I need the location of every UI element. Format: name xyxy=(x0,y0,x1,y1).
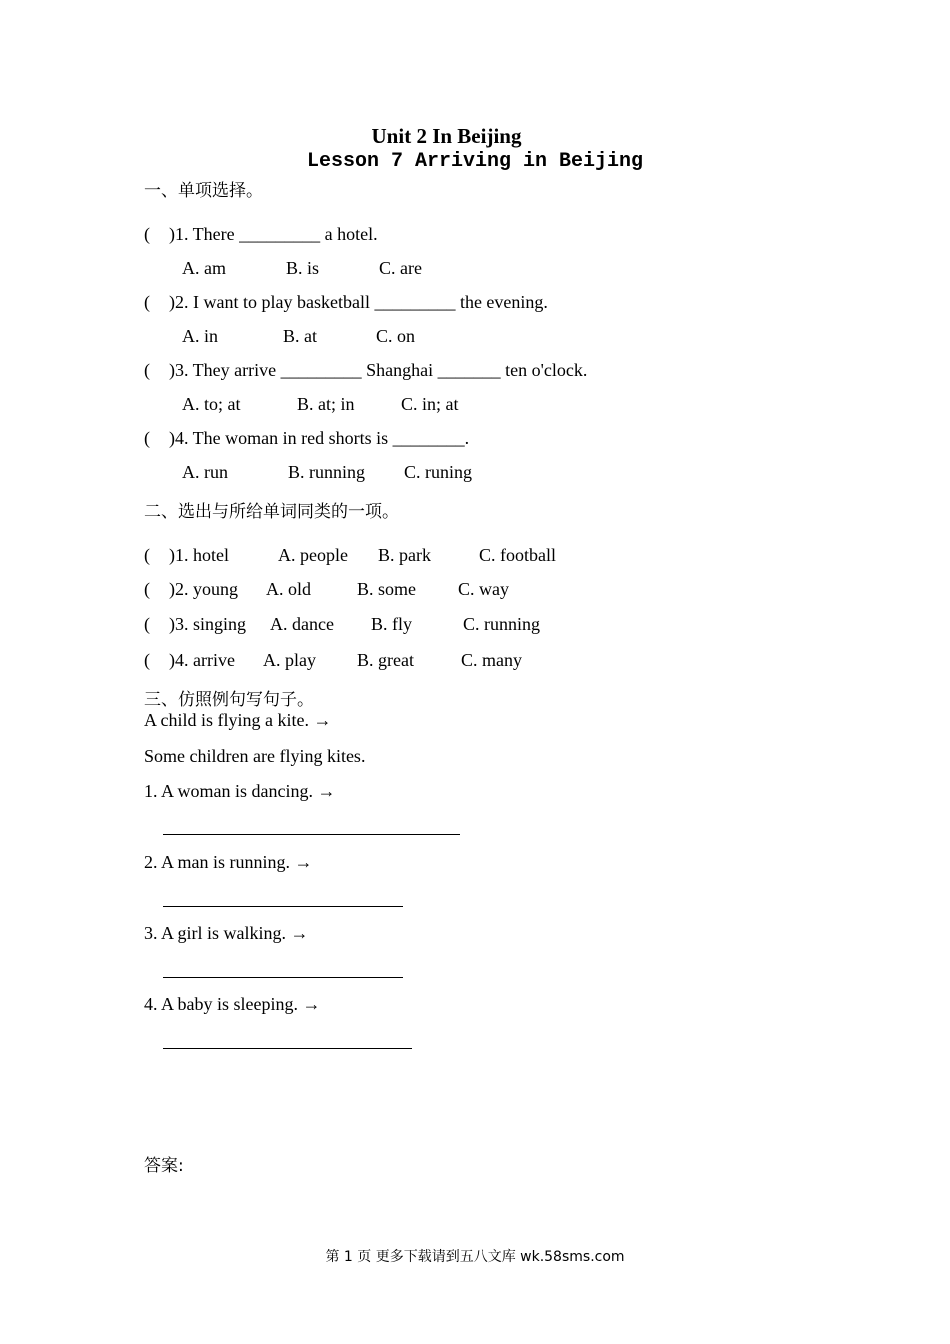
s2-q4-option-b: B. great xyxy=(357,650,414,670)
s1-q2-option-a: A. in xyxy=(182,326,218,346)
s2-q4-option-a: A. play xyxy=(263,650,316,670)
s2-q4-paren: ( xyxy=(144,650,150,670)
s1-q1-option-a: A. am xyxy=(182,258,226,278)
section2-heading: 二、选出与所给单词同类的一项。 xyxy=(144,502,399,522)
s3-item-2: 2. A man is running. → xyxy=(144,852,313,872)
s3-item-1: 1. A woman is dancing. → xyxy=(144,781,336,801)
s1-q4-text: )4. The woman in red shorts is ________. xyxy=(169,428,470,448)
s1-q2-option-b: B. at xyxy=(283,326,317,346)
section3-heading: 三、仿照例句写句子。 xyxy=(144,690,314,710)
s1-q2-option-c: C. on xyxy=(376,326,416,346)
s1-q3-text: )3. They arrive _________ Shanghai _______ ten o'clock. xyxy=(169,360,588,380)
example-prompt: A child is flying a kite. → xyxy=(144,710,332,730)
s1-q3-option-b: B. at; in xyxy=(297,394,355,414)
s1-q3-paren: ( xyxy=(144,360,150,380)
s1-q3-option-c: C. in; at xyxy=(401,394,459,414)
s3-item-4-answer-line xyxy=(163,1047,412,1049)
s2-q4-word: )4. arrive xyxy=(169,650,235,670)
lesson-title: Lesson 7 Arriving in Beijing xyxy=(306,150,644,173)
s1-q1-option-b: B. is xyxy=(286,258,320,278)
s2-q1-option-c: C. football xyxy=(479,545,556,565)
example-answer: Some children are flying kites. xyxy=(144,746,366,766)
s2-q3-option-a: A. dance xyxy=(270,614,334,634)
s2-q2-paren: ( xyxy=(144,579,150,599)
s3-item-2-answer-line xyxy=(163,905,403,907)
s2-q1-word: )1. hotel xyxy=(169,545,229,565)
s1-q3-option-a: A. to; at xyxy=(182,394,241,414)
s1-q1-text: )1. There _________ a hotel. xyxy=(169,224,378,244)
s2-q1-option-b: B. park xyxy=(378,545,431,565)
page-footer: 第 1 页 更多下载请到五八文库 wk.58sms.com xyxy=(325,1249,625,1265)
s2-q4-option-c: C. many xyxy=(461,650,522,670)
s1-q1-paren: ( xyxy=(144,224,150,244)
s3-item-3-answer-line xyxy=(163,976,403,978)
section1-heading: 一、单项选择。 xyxy=(144,181,263,201)
s1-q4-option-b: B. running xyxy=(288,462,366,482)
s1-q4-option-c: C. runing xyxy=(404,462,473,482)
s2-q3-option-b: B. fly xyxy=(371,614,413,634)
s2-q1-option-a: A. people xyxy=(278,545,348,565)
s1-q2-text: )2. I want to play basketball _________ the evening. xyxy=(169,292,548,312)
s2-q2-option-b: B. some xyxy=(357,579,417,599)
s2-q3-option-c: C. running xyxy=(463,614,541,634)
s2-q3-paren: ( xyxy=(144,614,150,634)
s3-item-3: 3. A girl is walking. → xyxy=(144,923,309,943)
s1-q2-paren: ( xyxy=(144,292,150,312)
s2-q3-word: )3. singing xyxy=(169,614,247,634)
s1-q4-paren: ( xyxy=(144,428,150,448)
s2-q2-word: )2. young xyxy=(169,579,238,599)
s3-item-1-answer-line xyxy=(163,833,460,835)
s2-q2-option-c: C. way xyxy=(458,579,509,599)
s2-q2-option-a: A. old xyxy=(266,579,311,599)
s2-q1-paren: ( xyxy=(144,545,150,565)
document-title: Unit 2 In Beijing xyxy=(371,124,522,148)
answer-label: 答案: xyxy=(144,1156,184,1176)
s3-item-4: 4. A baby is sleeping. → xyxy=(144,994,321,1014)
s1-q1-option-c: C. are xyxy=(379,258,422,278)
s1-q4-option-a: A. run xyxy=(182,462,228,482)
